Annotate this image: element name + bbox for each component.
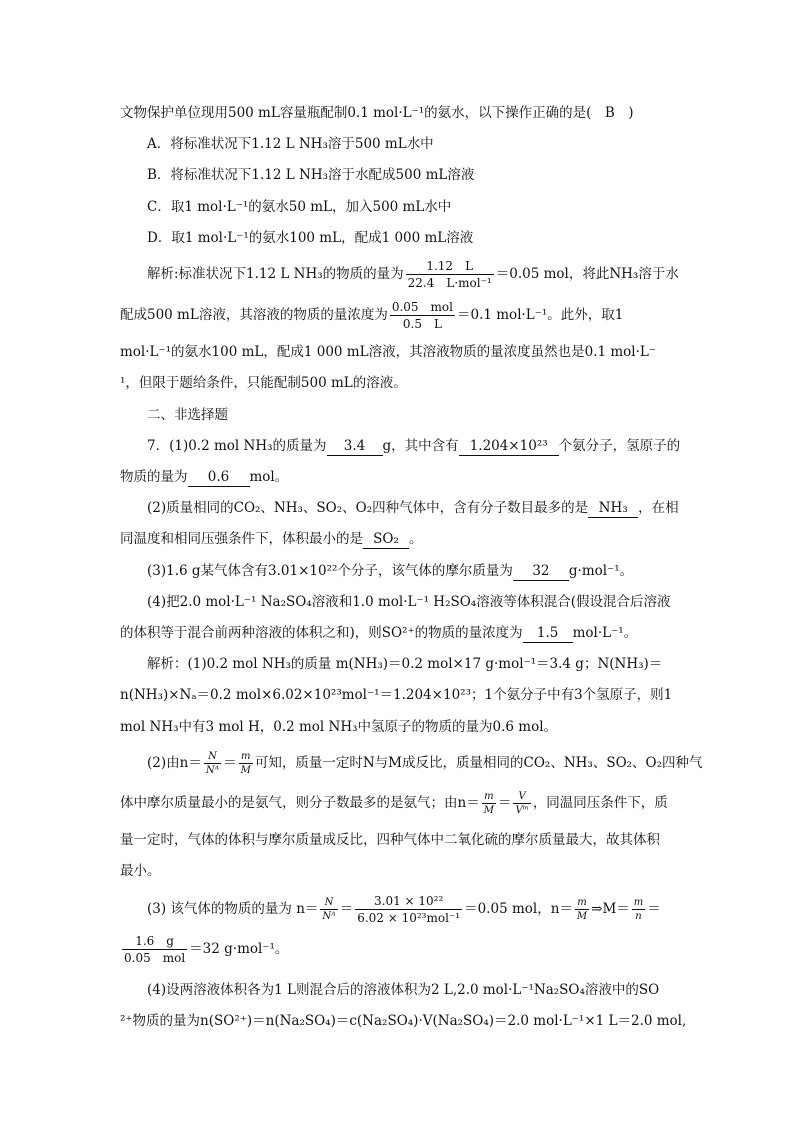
q6-solution-line2: 配成500 mL溶液，其溶液的物质的量浓度为 $\frac{\text{0.05 mol}}{0.5 L}$ ＝0.1 mol·L⁻¹。此外，取1 (120, 300, 624, 331)
q7-solution2-line1: (2)由n＝ $\frac{N}{\text{Nᴬ}}$ ＝ $\frac{m}{M}$ 可知，质量一定时N与M成反比，质量相同的CO₂、NH₃、SO₂、O₂四种气 (147, 751, 703, 776)
q7-part2-line1: (2)质量相同的CO₂、NH₃、SO₂、O₂四种气体中，含有分子数目最多的是 NH₃ ，在相 (147, 500, 679, 516)
option-b: B．将标准状况下1.12 L NH₃溶于水配成500 mL溶液 (147, 167, 475, 183)
q7-part4-line2: 的体积等于混合前两种溶液的体积之和)，则SO²⁺的物质的量浓度为 1.5 mol·L⁻¹。 (120, 625, 638, 641)
q7-solution3-line1: (3) 该气体的物质的量为 n＝ $\frac{N}{\text{Nᴬ}}$ ＝ $\frac{\text{3.01 × 10²²}}{\text{6.02 × 10²³mol⁻¹}}$ ＝0.05 mol，n＝ $\frac{m}{M}$ ⇒M＝ $\frac{m}{n}$ ＝ (147, 894, 661, 925)
q7-solution1-line3: mol NH₃中有3 mol H，0.2 mol NH₃中氢原子的物质的量为0.6 mol。 (120, 719, 558, 735)
q7-solution1-line2: n(NH₃)×Nₐ＝0.2 mol×6.02×10²³mol⁻¹＝1.204×10²³；1个氨分子中有3个氢原子，则1 (120, 687, 673, 703)
answer-blank: NH₃ (588, 499, 638, 518)
answer-blank: 0.6 (188, 468, 250, 487)
answer-blank: 1.5 (523, 624, 573, 643)
fraction-mass-over-moles: $\frac{1.6 g}{\text{0.05 mol}}$ (124, 934, 186, 965)
fraction-m-over-M: $\frac{m}{M}$ (483, 791, 494, 816)
answer-blank: 1.204×10²³ (459, 437, 559, 456)
answer-blank: 32 (513, 562, 569, 581)
q7-part1-line1: 7．(1)0.2 mol NH₃的质量为 3.4 g，其中含有 1.204×10²³ 个氨分子，氢原子的 (147, 438, 681, 454)
fraction-n-over-na: $\frac{N}{\text{Nᴬ}}$ (322, 897, 336, 922)
q7-solution4-line1: (4)设两溶液体积各为1 L则混合后的溶液体积为2 L,2.0 mol·L⁻¹Na₂SO₄溶液中的SO (147, 982, 660, 998)
q7-solution4-line2: ²⁺物质的量为n(SO²⁺)＝n(Na₂SO₄)＝c(Na₂SO₄)·V(Na₂SO₄)＝2.0 mol·L⁻¹×1 L＝2.0 mol, (120, 1013, 687, 1029)
fraction-m-over-M: $\frac{m}{M}$ (240, 751, 251, 776)
fraction-v-over-vm: $\frac{V}{\text{Vᵐ}}$ (515, 791, 529, 816)
q7-solution2-line3: 量一定时，气体的体积与摩尔质量成反比，四种气体中二氧化硫的摩尔质量最大，故其体积 (120, 832, 660, 848)
q6-solution-line3: mol·L⁻¹的氨水100 mL，配成1 000 mL溶液，其溶液物质的量浓度虽然也是0.1 mol·L⁻ (120, 344, 656, 360)
option-d: D．取1 mol·L⁻¹的氨水100 mL，配成1 000 mL溶液 (147, 230, 474, 246)
q6-stem: 文物保护单位现用500 mL容量瓶配制0.1 mol·L⁻¹的氨水，以下操作正确的是( B ) (120, 105, 634, 121)
q7-part2-line2: 同温度和相同压强条件下，体积最小的是 SO₂ 。 (120, 531, 423, 547)
q7-solution2-line4: 最小。 (120, 863, 161, 879)
section-title: 二、非选择题 (147, 407, 228, 423)
q6-solution-line4: ¹，但限于题给条件，只能配制500 mL的溶液。 (120, 375, 407, 391)
answer-blank: 3.4 (327, 437, 383, 456)
answer-blank: SO₂ (363, 530, 409, 549)
q7-part3: (3)1.6 g某气体含有3.01×10²²个分子，该气体的摩尔质量为 32 g·mol⁻¹。 (147, 563, 634, 579)
q7-solution2-line2: 体中摩尔质量最小的是氨气，则分子数最多的是氨气；由n＝ $\frac{m}{M}$ ＝ $\frac{V}{\text{Vᵐ}}$ ，同温同压条件下，质 (120, 791, 668, 816)
fraction-molecules: $\frac{\text{3.01 × 10²²}}{\text{6.02 × 10²³mol⁻¹}}$ (357, 894, 461, 925)
fraction-m-over-M: $\frac{m}{M}$ (576, 897, 588, 922)
q6-solution-line1: 解析:标准状况下1.12 L NH₃的物质的量为 $\frac{1.12 L}{\text{22.4 L·mol⁻¹}}$ ＝0.05 mol，将此NH₃溶于水 (147, 259, 679, 290)
fraction-2: $\frac{\text{0.05 mol}}{0.5 L}$ (391, 300, 453, 331)
q7-solution1-line1: 解析：(1)0.2 mol NH₃的质量 m(NH₃)＝0.2 mol×17 g·mol⁻¹＝3.4 g；N(NH₃)＝ (147, 656, 663, 672)
option-a: A．将标准状况下1.12 L NH₃溶于500 mL水中 (147, 136, 434, 152)
fraction-n-over-na: $\frac{N}{\text{Nᴬ}}$ (205, 751, 220, 776)
fraction-1: $\frac{1.12 L}{\text{22.4 L·mol⁻¹}}$ (407, 259, 492, 290)
q7-part1-line2: 物质的量为 0.6 mol。 (120, 469, 289, 485)
q7-part4-line1: (4)把2.0 mol·L⁻¹ Na₂SO₄溶液和1.0 mol·L⁻¹ H₂SO₄溶液等体积混合(假设混合后溶液 (147, 594, 671, 610)
option-c: C．取1 mol·L⁻¹的氨水50 mL，加入500 mL水中 (147, 199, 452, 215)
fraction-m-over-n: $\frac{m}{n}$ (633, 897, 644, 922)
q7-solution3-line2: $\frac{1.6 g}{\text{0.05 mol}}$ ＝32 g·mol⁻¹。 (124, 934, 289, 965)
